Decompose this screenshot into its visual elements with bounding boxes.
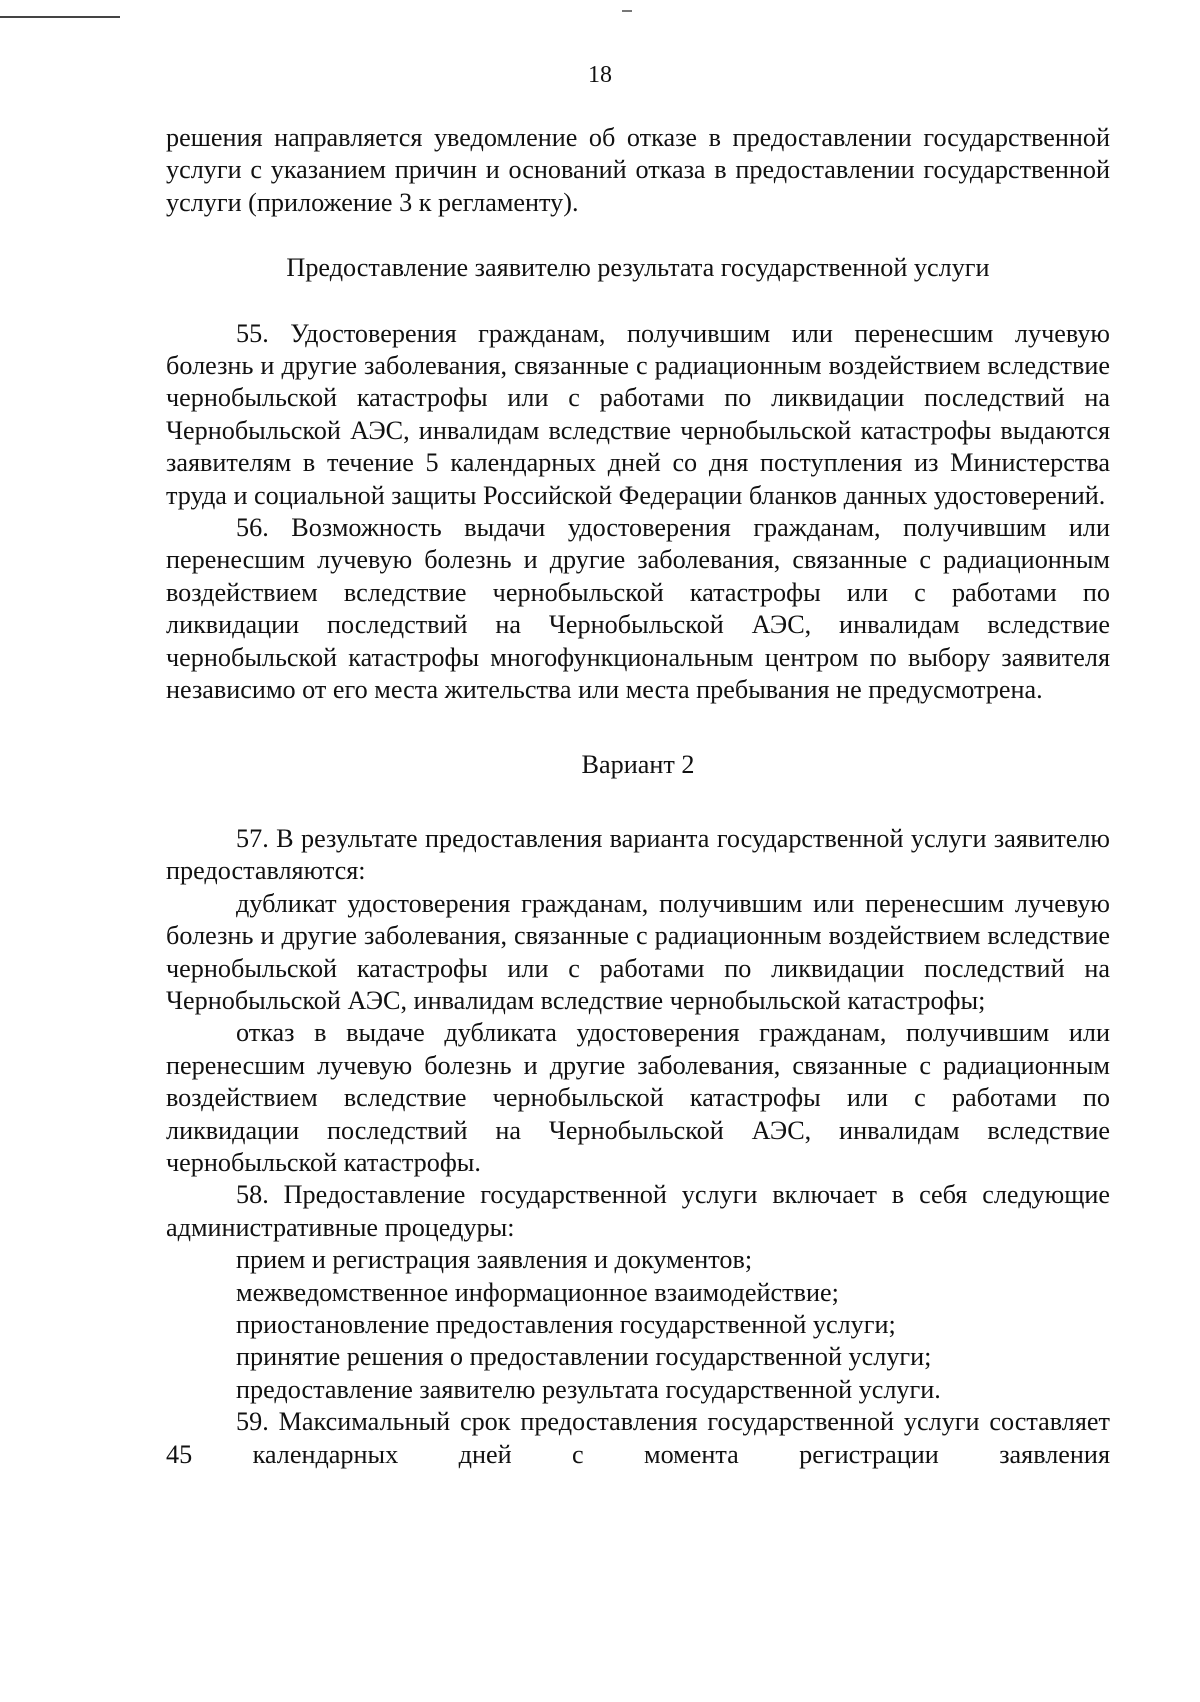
section-heading-result: Предоставление заявителю результата государственной услуги bbox=[286, 253, 990, 283]
paragraph-continued: решения направляется уведомление об отказе в предоставлении государственной услуги с указанием причин и оснований отказа в предоставлении государственной услуги (приложение 3 к регламенту). bbox=[166, 123, 1110, 217]
procedure-item-suspension: приостановление предоставления государственной услуги; bbox=[236, 1310, 896, 1339]
list-item-duplicate: дубликат удостоверения гражданам, получившим или перенесшим лучевую болезнь и другие заболевания, связанные с радиационным воздействием вследствие чернобыльской катастрофы или с работами по ликвидации последствий на Чернобыльской АЭС, инвалидам вследствие чернобыльской катастрофы; bbox=[166, 888, 1110, 1015]
paragraph-55: 55. Удостоверения гражданам, получившим или перенесшим лучевую болезнь и другие заболевания, связанные с радиационным воздействием вследствие чернобыльской катастрофы или с работами по ликвидации последствий на Чернобыльской АЭС, инвалидам вследствие чернобыльской катастрофы выдаются заявителям в течение 5 календарных дней со дня поступления из Министерства труда и социальной защиты Российской Федерации бланков данных удостоверений. bbox=[166, 318, 1110, 510]
scan-speck bbox=[622, 10, 632, 12]
procedure-item-reception: прием и регистрация заявления и документов; bbox=[236, 1245, 753, 1275]
procedure-item-decision: принятие решения о предоставлении государственной услуги; bbox=[236, 1342, 932, 1372]
list-item-refusal: отказ в выдаче дубликата удостоверения гражданам, получившим или перенесшим лучевую болезнь и другие заболевания, связанные с радиационным воздействием вследствие чернобыльской катастрофы или с работами по ликвидации последствий на Чернобыльской АЭС, инвалидам вследствие чернобыльской катастрофы. bbox=[166, 1018, 1110, 1177]
paragraph-56: 56. Возможность выдачи удостоверения гражданам, получившим или перенесшим лучевую болезнь и другие заболевания, связанные с радиационным воздействием вследствие чернобыльской катастрофы или с работами по ликвидации последствий на Чернобыльской АЭС, инвалидам вследствие чернобыльской катастрофы многофункциональным центром по выбору заявителя независимо от его места жительства или места пребывания не предусмотрена. bbox=[166, 513, 1110, 705]
document-body bbox=[166, 122, 1110, 1471]
procedure-item-result: предоставление заявителю результата государственной услуги. bbox=[236, 1374, 941, 1404]
procedure-item-interagency: межведомственное информационное взаимодействие; bbox=[236, 1277, 839, 1307]
paragraph-57: 57. В результате предоставления варианта государственной услуги заявителю предоставляются: bbox=[166, 823, 1110, 886]
page-number: 18 bbox=[588, 62, 612, 88]
paragraph-59: 59. Максимальный срок предоставления государственной услуги составляет 45 календарных дней с момента регистрации заявления bbox=[166, 1407, 1110, 1469]
scan-edge-mark bbox=[0, 16, 120, 18]
section-heading-variant-2: Вариант 2 bbox=[581, 749, 695, 779]
paragraph-58: 58. Предоставление государственной услуги включает в себя следующие административные процедуры: bbox=[166, 1180, 1110, 1242]
